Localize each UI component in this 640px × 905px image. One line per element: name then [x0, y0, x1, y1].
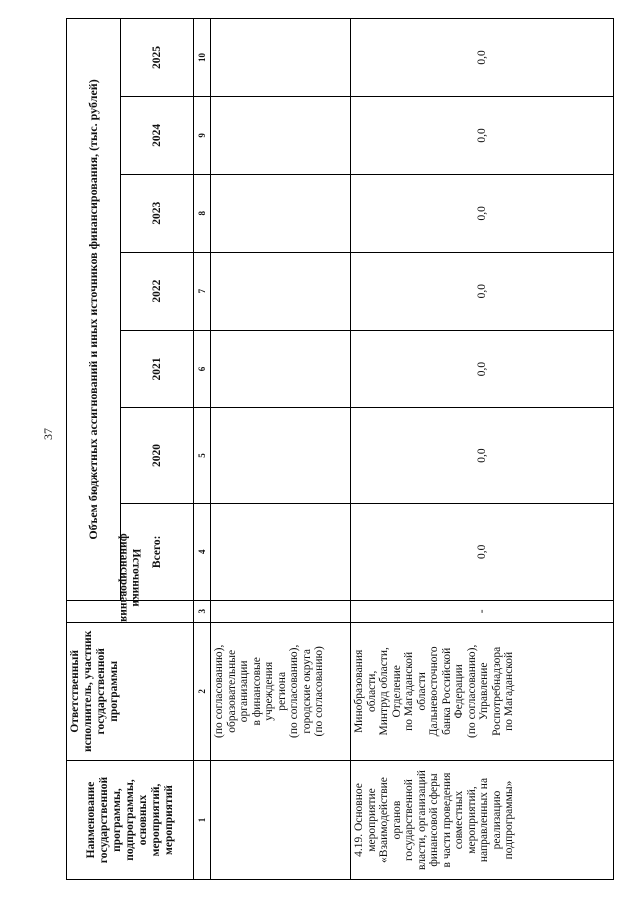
rotated-table-container	[66, 18, 614, 880]
header-year-2025: 2025	[121, 19, 194, 97]
row-value-2021	[211, 330, 351, 408]
header-year-2024: 2024	[121, 96, 194, 174]
row-executor: (по согласованию), образовательные организации в финансовые учреждения региона (по согласованию), городские округа (по согласованию)	[211, 622, 351, 760]
row-value-total: 0,0	[351, 503, 614, 600]
column-number: 2	[194, 622, 211, 760]
row-value-2023	[211, 174, 351, 252]
column-number: 5	[194, 408, 211, 503]
row-value-2024	[211, 96, 351, 174]
budget-table-area	[66, 18, 614, 880]
column-number: 9	[194, 96, 211, 174]
row-value-2024: 0,0	[351, 96, 614, 174]
header-funding: Объем бюджетных ассигнований и иных источников финансирования, (тыс. рублей)	[67, 19, 121, 601]
row-value-2021: 0,0	[351, 330, 614, 408]
row-name	[211, 761, 351, 880]
row-value-2025	[211, 19, 351, 97]
row-value-2023: 0,0	[351, 174, 614, 252]
row-source: -	[351, 600, 614, 622]
header-year-2023: 2023	[121, 174, 194, 252]
header-source-label: Источники финансирования	[117, 532, 142, 622]
column-number: 8	[194, 174, 211, 252]
header-year-2021: 2021	[121, 330, 194, 408]
row-value-total	[211, 503, 351, 600]
row-value-2025: 0,0	[351, 19, 614, 97]
header-year-2022: 2022	[121, 252, 194, 330]
header-total: Всего:	[121, 503, 194, 600]
row-executor: Минобразования области, Минтруд области, Отделение по Магаданской области Дальневосточного банка Российской Федерации (по согласованию), Управление Роспотребнадзора по Магаданской	[351, 622, 614, 760]
row-value-2022: 0,0	[351, 252, 614, 330]
row-value-2020	[211, 408, 351, 503]
column-number: 4	[194, 503, 211, 600]
row-name: 4.19. Основное мероприятие «Взаимодействие органов государственной власти, организаций финансовой сферы в части проведения совместных мероприятий, направленных на реализацию подпрограммы»	[351, 761, 614, 880]
budget-table	[66, 18, 614, 880]
column-number: 3	[194, 600, 211, 622]
header-executor-column: Ответственный исполнитель, участник государственной программы	[67, 622, 194, 760]
page-number: 37	[41, 428, 55, 440]
column-number: 7	[194, 252, 211, 330]
header-year-2020: 2020	[121, 408, 194, 503]
table-row	[211, 19, 351, 880]
header-name-column: Наименование государственной программы, подпрограммы, основных мероприятий, мероприятий	[67, 761, 194, 880]
row-source	[211, 600, 351, 622]
row-value-2020: 0,0	[351, 408, 614, 503]
table-row	[351, 19, 614, 880]
column-number: 10	[194, 19, 211, 97]
column-number: 1	[194, 761, 211, 880]
column-number: 6	[194, 330, 211, 408]
row-value-2022	[211, 252, 351, 330]
